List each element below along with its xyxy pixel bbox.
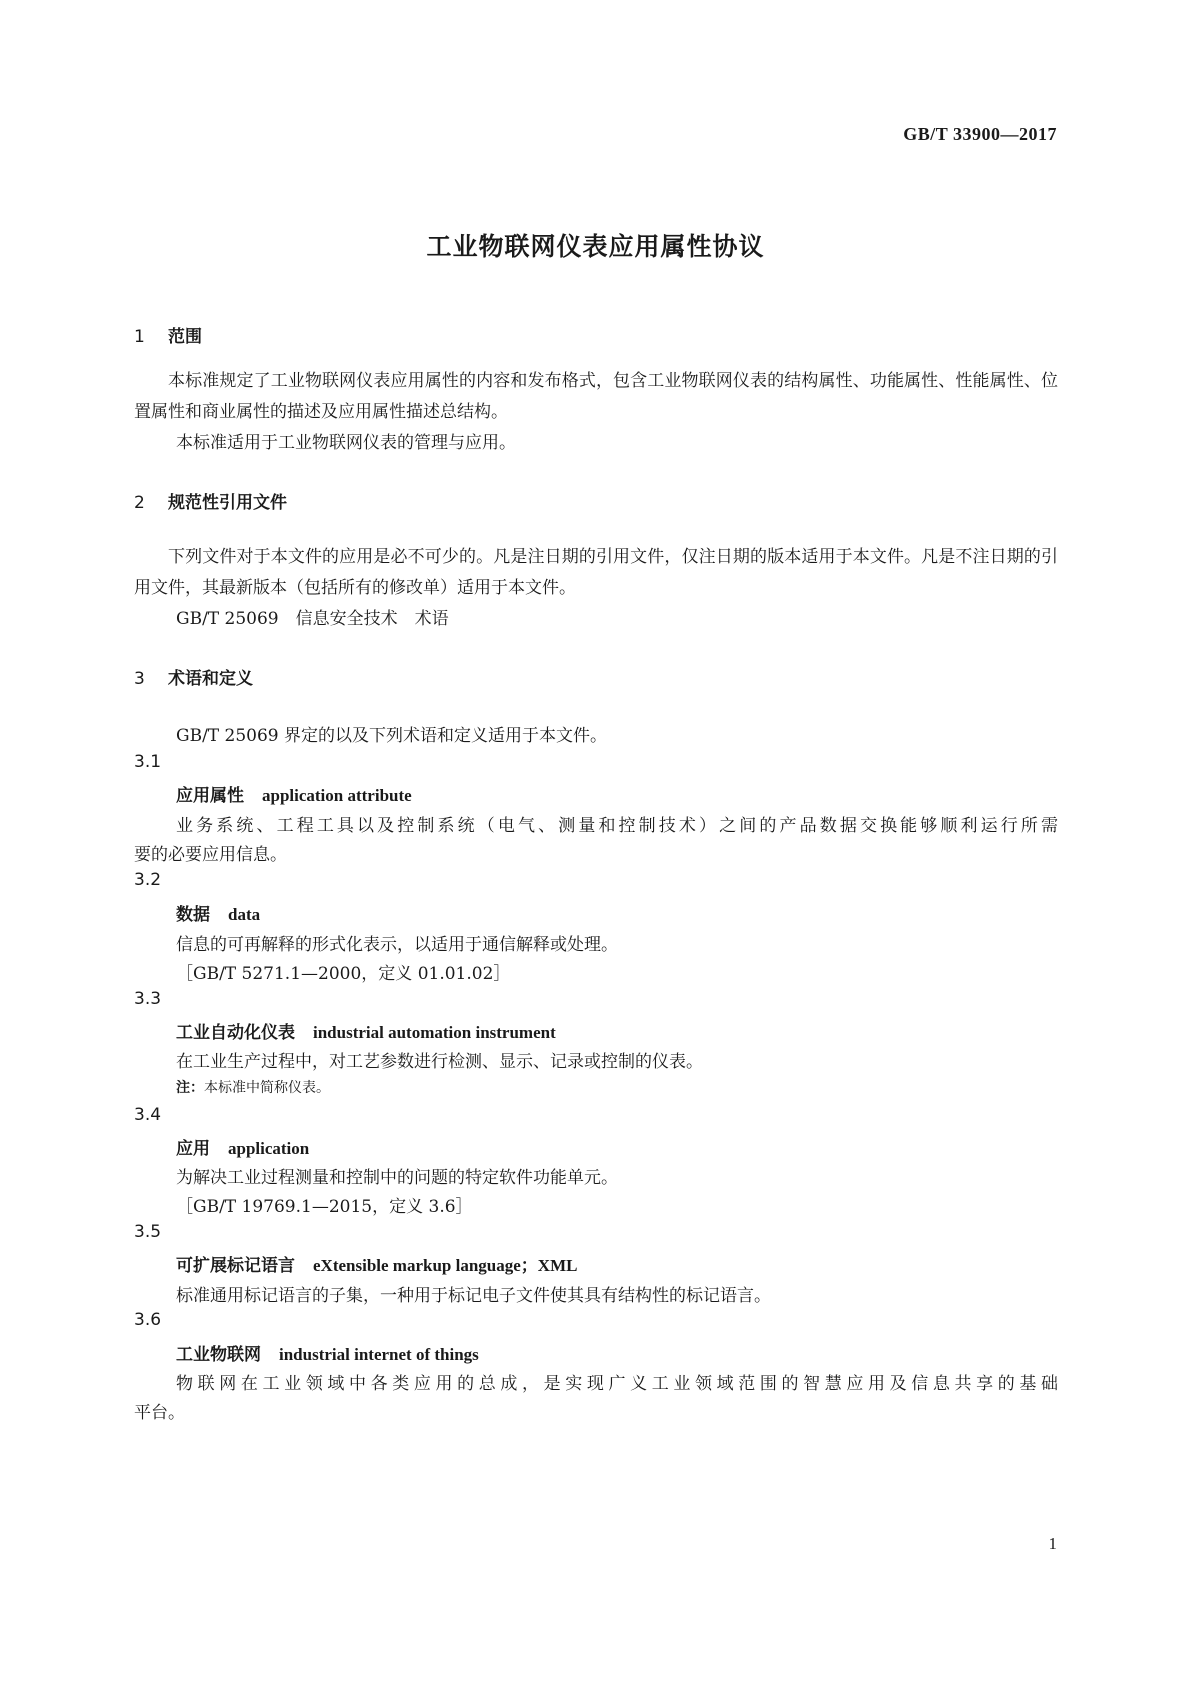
- term-definition-continued: 平台。: [134, 1403, 185, 1423]
- term-heading: [176, 1134, 309, 1159]
- term-source: ［GB/T 5271.1—2000，定义 01.01.02］: [176, 964, 511, 984]
- section-1-paragraph-1: 本标准规定了工业物联网仪表应用属性的内容和发布格式，包含工业物联网仪表的结构属性、功能属性、性能属性、位置属性和商业属性的描述及应用属性描述总结构。: [134, 371, 1058, 422]
- term-english: industrial automation instrument: [313, 1023, 556, 1042]
- term-english: data: [228, 905, 261, 924]
- term-english: application: [228, 1139, 310, 1158]
- term-chinese: 工业自动化仪表: [176, 1023, 295, 1043]
- term-chinese: 工业物联网: [176, 1345, 261, 1365]
- term-chinese: 应用: [176, 1139, 210, 1159]
- section-3-paragraph-1: GB/T 25069 界定的以及下列术语和定义适用于本文件。: [176, 726, 608, 746]
- term-definition: 标准通用标记语言的子集，一种用于标记电子文件使其具有结构性的标记语言。: [176, 1286, 771, 1306]
- term-number: 3.1: [134, 752, 162, 772]
- term-english: application attribute: [262, 786, 412, 805]
- term-heading: [176, 900, 260, 925]
- term-definition-continued: 要的必要应用信息。: [134, 845, 287, 865]
- term-number: 3.4: [134, 1105, 162, 1125]
- normative-reference: GB/T 25069 信息安全技术 术语: [176, 609, 449, 629]
- term-chinese: 可扩展标记语言: [176, 1256, 295, 1276]
- term-definition: 业务系统、工程工具以及控制系统（电气、测量和控制技术）之间的产品数据交换能够顺利运行所需: [176, 816, 1058, 836]
- term-english: industrial internet of things: [279, 1345, 479, 1364]
- section-1-paragraph-2: 本标准适用于工业物联网仪表的管理与应用。: [176, 433, 516, 453]
- section-3-heading: [134, 664, 253, 689]
- term-heading: [176, 1018, 556, 1043]
- term-chinese: 应用属性: [176, 786, 244, 806]
- section-1-heading: [134, 322, 202, 347]
- note-label: 注：: [176, 1080, 204, 1096]
- term-number: 3.3: [134, 989, 162, 1009]
- note-text: 本标准中简称仪表。: [204, 1080, 330, 1096]
- term-definition: 在工业生产过程中，对工艺参数进行检测、显示、记录或控制的仪表。: [176, 1052, 703, 1072]
- term-heading: [176, 1340, 479, 1365]
- term-definition: 为解决工业过程测量和控制中的问题的特定软件功能单元。: [176, 1168, 618, 1188]
- term-number: 3.6: [134, 1310, 162, 1330]
- term-definition: 信息的可再解释的形式化表示，以适用于通信解释或处理。: [176, 935, 618, 955]
- term-english: eXtensible markup language；XML: [313, 1256, 578, 1275]
- term-heading: [176, 1251, 577, 1276]
- section-2-paragraph-1: 下列文件对于本文件的应用是必不可少的。凡是注日期的引用文件，仅注日期的版本适用于本文件。凡是不注日期的引用文件，其最新版本（包括所有的修改单）适用于本文件。: [134, 547, 1058, 598]
- term-number: 3.5: [134, 1222, 162, 1242]
- page-number: 1: [1048, 1534, 1057, 1553]
- term-number: 3.2: [134, 870, 162, 890]
- section-title: 术语和定义: [168, 669, 253, 689]
- section-2-heading: [134, 488, 287, 513]
- section-number: 3: [134, 669, 145, 689]
- section-number: 2: [134, 493, 145, 513]
- document-title: 工业物联网仪表应用属性协议: [426, 232, 765, 261]
- term-note: [176, 1077, 330, 1097]
- term-heading: [176, 781, 412, 806]
- section-number: 1: [134, 327, 145, 347]
- section-title: 规范性引用文件: [168, 493, 287, 513]
- standard-code: GB/T 33900—2017: [903, 124, 1057, 144]
- term-definition: 物联网在工业领域中各类应用的总成，是实现广义工业领域范围的智慧应用及信息共享的基础: [176, 1374, 1058, 1394]
- term-chinese: 数据: [176, 905, 210, 925]
- section-title: 范围: [168, 327, 202, 347]
- term-source: ［GB/T 19769.1—2015，定义 3.6］: [176, 1197, 473, 1217]
